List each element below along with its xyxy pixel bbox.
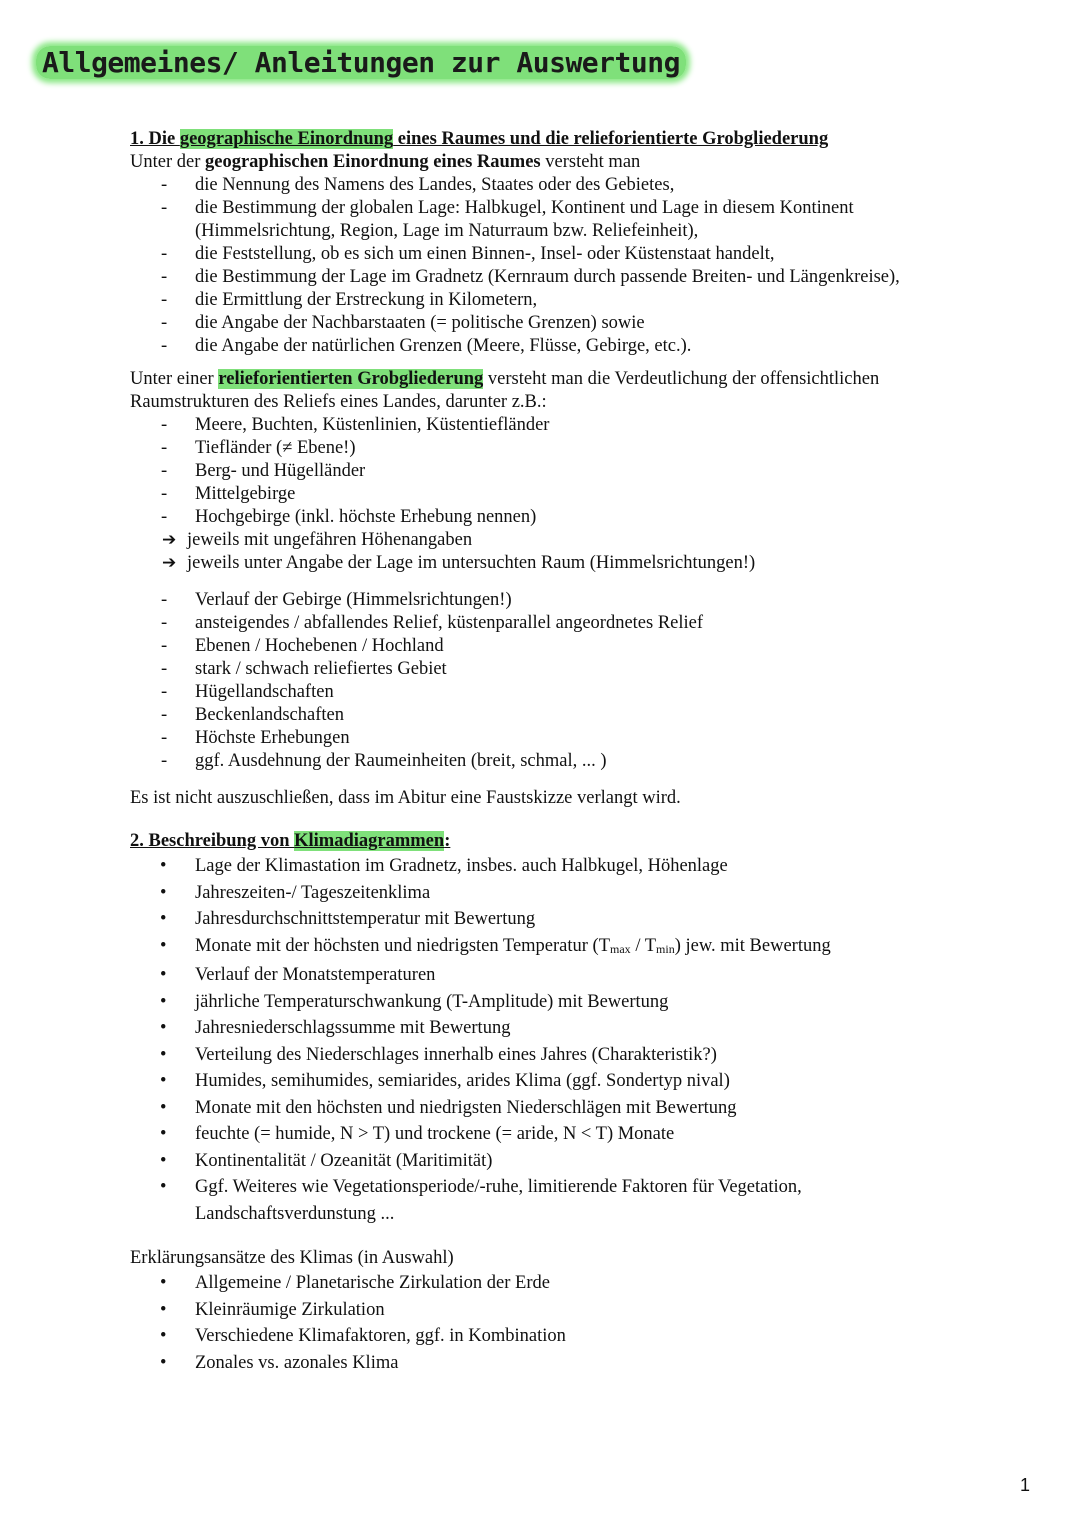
title-highlight: Allgemeines/ Anleitungen zur Auswertung <box>36 46 686 79</box>
document-body <box>130 128 960 1376</box>
list-item: • Humides, semihumides, semiarides, arides Klima (ggf. Sondertyp nival) <box>130 1068 960 1095</box>
section-2-list <box>130 853 960 1227</box>
list-item: - ansteigendes / abfallendes Relief, küstenparallel angeordnetes Relief <box>130 612 960 635</box>
highlight: geographische Einordnung <box>179 129 394 149</box>
list-item: • jährliche Temperaturschwankung (T-Amplitude) mit Bewertung <box>130 989 960 1016</box>
list-item: - die Ermittlung der Erstreckung in Kilometern, <box>130 289 960 312</box>
page-number: 1 <box>1019 1475 1030 1495</box>
list-item: - Meere, Buchten, Küstenlinien, Küstentiefländer <box>130 414 960 437</box>
list-item: • Ggf. Weiteres wie Vegetationsperiode/-ruhe, limitierende Faktoren für Vegetation, Landschaftsverdunstung ... <box>130 1174 960 1227</box>
explain-list <box>130 1270 960 1376</box>
list-item: - Berg- und Hügelländer <box>130 460 960 483</box>
arrow-list <box>130 529 960 575</box>
list-item: • Verlauf der Monatstemperaturen <box>130 962 960 989</box>
list-item: • Verschiedene Klimafaktoren, ggf. in Kombination <box>130 1323 960 1350</box>
list-item: - Tiefländer (≠ Ebene!) <box>130 437 960 460</box>
list-item: - Ebenen / Hochebenen / Hochland <box>130 635 960 658</box>
list-item: - Verlauf der Gebirge (Himmelsrichtungen!) <box>130 589 960 612</box>
highlight: Klimadiagrammen <box>294 831 445 851</box>
list-item: - die Bestimmung der globalen Lage: Halbkugel, Kontinent und Lage in diesem Kontinent (Himmelsrichtung, Region, Lage im Naturraum bzw. Reliefeinheit), <box>130 197 960 243</box>
list-item: • Jahresniederschlagssumme mit Bewertung <box>130 1015 960 1042</box>
list-item: • Zonales vs. azonales Klima <box>130 1350 960 1377</box>
list-item: - Höchste Erhebungen <box>130 727 960 750</box>
arrow-item: ➔ jeweils mit ungefähren Höhenangaben <box>130 529 960 552</box>
explain-title: Erklärungsansätze des Klimas (in Auswahl) <box>130 1248 454 1268</box>
list-item: - Beckenlandschaften <box>130 704 960 727</box>
section-1-list <box>130 174 960 358</box>
list-item: - die Nennung des Namens des Landes, Staates oder des Gebietes, <box>130 174 960 197</box>
section-1-heading: 1. Die geographische Einordnung eines Raumes und die relieforientierte Grobgliederung <box>130 129 829 149</box>
list-item: • Lage der Klimastation im Gradnetz, insbes. auch Halbkugel, Höhenlage <box>130 853 960 880</box>
list-item: - Hochgebirge (inkl. höchste Erhebung nennen) <box>130 506 960 529</box>
list-item: • Kontinentalität / Ozeanität (Maritimität) <box>130 1148 960 1175</box>
relief-list <box>130 414 960 529</box>
section-2-heading: 2. Beschreibung von Klimadiagrammen: <box>130 831 451 851</box>
list-item: - Hügellandschaften <box>130 681 960 704</box>
highlight: relieforientierten Grobgliederung <box>218 369 484 389</box>
list-item: • Verteilung des Niederschlages innerhalb eines Jahres (Charakteristik?) <box>130 1042 960 1069</box>
list-item: • Monate mit den höchsten und niedrigsten Niederschlägen mit Bewertung <box>130 1095 960 1122</box>
list-item: • Monate mit der höchsten und niedrigsten Temperatur $(T_{max} / T_{min})$ jew. mit Bewertung <box>130 933 960 963</box>
list-item: - stark / schwach reliefiertes Gebiet <box>130 658 960 681</box>
list-item: • Jahresdurchschnittstemperatur mit Bewertung <box>130 906 960 933</box>
list-item: • Kleinräumige Zirkulation <box>130 1297 960 1324</box>
faustskizze-note: Es ist nicht auszuschließen, dass im Abitur eine Faustskizze verlangt wird. <box>130 788 681 808</box>
section-1-intro: Unter der geographischen Einordnung eines Raumes versteht man <box>130 152 641 172</box>
list-item: • feuchte (= humide, N > T) und trockene (= aride, N < T) Monate <box>130 1121 960 1148</box>
list-item: • Allgemeine / Planetarische Zirkulation der Erde <box>130 1270 960 1297</box>
list-item: - die Bestimmung der Lage im Gradnetz (Kernraum durch passende Breiten- und Längenkreise), <box>130 266 960 289</box>
arrow-item: ➔ jeweils unter Angabe der Lage im untersuchten Raum (Himmelsrichtungen!) <box>130 552 960 575</box>
list-item: - Mittelgebirge <box>130 483 960 506</box>
relief-more-list <box>130 589 960 773</box>
list-item: - ggf. Ausdehnung der Raumeinheiten (breit, schmal, ... ) <box>130 750 960 773</box>
list-item: - die Angabe der Nachbarstaaten (= politische Grenzen) sowie <box>130 312 960 335</box>
list-item: - die Angabe der natürlichen Grenzen (Meere, Flüsse, Gebirge, etc.). <box>130 335 960 358</box>
relief-intro: Unter einer relieforientierten Grobgliederung versteht man die Verdeutlichung der offensichtlichen Raumstrukturen des Reliefs eines Landes, darunter z.B.: <box>130 369 880 412</box>
list-item: - die Feststellung, ob es sich um einen Binnen-, Insel- oder Küstenstaat handelt, <box>130 243 960 266</box>
page-title <box>36 46 686 80</box>
list-item: • Jahreszeiten-/ Tageszeitenklima <box>130 880 960 907</box>
